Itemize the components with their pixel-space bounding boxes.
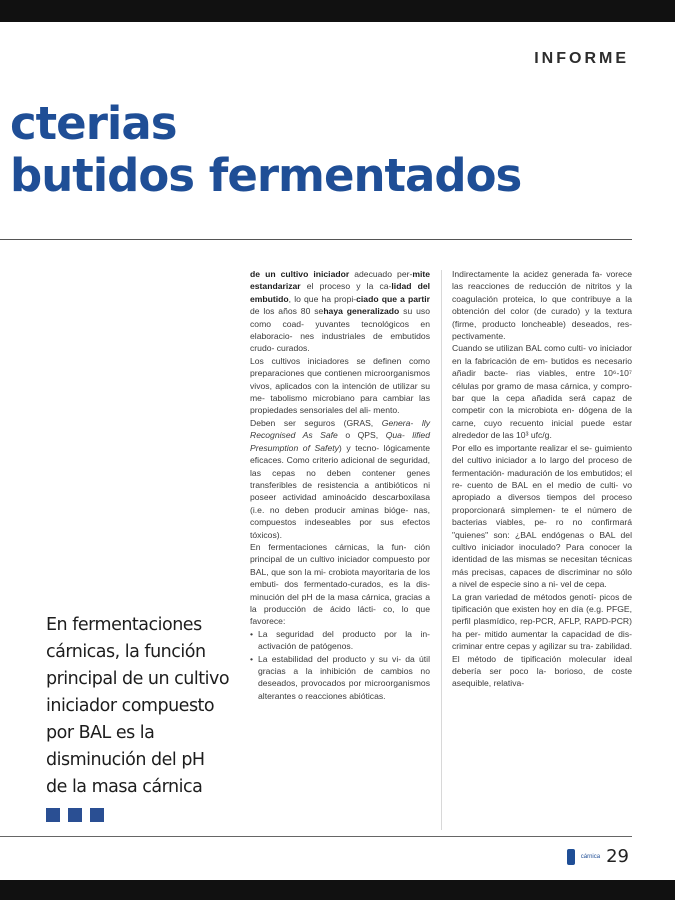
pullquote-line: de la masa cárnica xyxy=(46,777,203,797)
bold-text: haya generalizado xyxy=(323,306,400,317)
pullquote-line: cárnicas, la función xyxy=(46,642,206,662)
paragraph xyxy=(250,268,430,355)
bullet-item: • La estabilidad del producto y su vi- da útil gracias a la inhibición de cambios no deseados, provocados por microorganismos alterantes o reacciones abióticas. xyxy=(258,653,430,703)
magazine-name: cárnica xyxy=(580,853,601,860)
text: ) y tecno- lógicamente eficaces. Como criterio adicional de seguridad, las cepas no deben contener genes transferibles de resistencia a antibióticos ni poseer actividad aminoácido descarboxilasa (i.e. no deben producir aminas bióge- nas, compuestos indeseables por sus efectos tóxicos). xyxy=(250,442,430,540)
text: Deben ser seguros (GRAS, xyxy=(250,417,382,428)
italic-text: Genera- lly Recognised As Safe xyxy=(250,417,430,441)
title-line-2: butidos fermentados xyxy=(10,149,522,202)
magazine-logo-icon xyxy=(567,849,575,865)
top-black-bar xyxy=(0,0,675,22)
title-line-1: cterias xyxy=(10,97,177,150)
bold-text: mite estandarizar xyxy=(250,269,430,292)
decorative-squares xyxy=(46,808,112,827)
italic-text: Qua- lified Presumption of Safety xyxy=(250,430,430,453)
article-column-2 xyxy=(250,268,430,702)
pullquote-line: principal de un cultivo xyxy=(46,669,230,689)
text: su uso como coad- yuvantes tecnológicos en elaboracio- nes industriales de embutidos crudo- curados. xyxy=(250,306,430,354)
bottom-black-bar xyxy=(0,880,675,900)
pullquote-line: por BAL es la xyxy=(46,723,155,743)
section-label: INFORME xyxy=(534,50,629,67)
article-title xyxy=(10,98,521,202)
paragraph xyxy=(250,417,430,541)
square-icon xyxy=(90,808,104,822)
paragraph: Indirectamente la acidez generada fa- vorece las reacciones de reducción de nitritos y la coagulación proteica, lo que contribuye a la obtención del color (de curado) y la textura (firme, producto loncheable) deseados, res- pectivamente. xyxy=(452,269,632,342)
page-number: 29 xyxy=(606,846,629,867)
bold-text: lidad del embutido xyxy=(250,281,431,304)
text: adecuado per- xyxy=(349,269,413,279)
article-column-3 xyxy=(452,268,632,690)
square-icon xyxy=(68,808,82,822)
pullquote xyxy=(46,612,236,801)
bullet-list xyxy=(250,628,430,702)
text: el proceso y la ca- xyxy=(300,281,392,292)
pullquote-line: disminución del pH xyxy=(46,750,205,770)
bold-text: de un cultivo iniciador xyxy=(250,269,350,279)
bullet-item: • La seguridad del producto por la in- activación de patógenos. xyxy=(258,628,430,653)
text: , lo que ha propi- xyxy=(288,293,357,304)
page-footer xyxy=(567,846,629,867)
paragraph: Los cultivos iniciadores se definen como preparaciones que contienen microorganismos vivos, aplicados con la intención de utilizar su me- tabolismo microbiano para cambiar las propiedades sensoriales del ali- mento. xyxy=(250,355,430,416)
pullquote-line: En fermentaciones xyxy=(46,615,202,635)
square-icon xyxy=(46,808,60,822)
column-separator xyxy=(441,270,442,830)
pullquote-line: iniciador compuesto xyxy=(46,696,215,716)
paragraph: En fermentaciones cárnicas, la fun- ción principal de un cultivo iniciador compuesto por BAL, que son la mi- crobiota mayoritaria de los embuti- dos fermentado-curados, es la dis- minución del pH de la masa cárnica, gracias a la producción de ácido lácti- co, lo que favorece: xyxy=(250,541,430,627)
bold-text: ciado que a partir xyxy=(356,293,430,304)
text: o QPS, xyxy=(337,430,386,441)
paragraph: La gran variedad de métodos genotí- picos de tipificación que existen hoy en día (e.g. PFGE, perfil plasmídico, rep-PCR, AFLP, RAPD-PCR) ha per- mitido aumentar la capacidad de dis- criminar entre cepas y agilizar su tra- zabilidad. El método de tipificación molecular ideal debería ser poco la- borioso, de coste asequible, relativa- xyxy=(452,591,632,689)
header-divider xyxy=(0,239,632,240)
paragraph: Cuando se utilizan BAL como culti- vo iniciador en la fabricación de em- butidos es necesario añadir bacte- rias viables, entre 10⁶-10⁷ células por gramo de masa cárnica, y compro- bar que la cepa añadida será capaz de competir con la microbiota en- dógena de la carne, cuyo recuento inicial puede estar alrededor de las 10³ ufc/g. xyxy=(452,343,632,441)
paragraph: Por ello es importante realizar el se- guimiento del cultivo iniciador a lo largo del proceso de fermentación- maduración de los embutidos; el re- cuento de BAL en el medio de culti- vo apropiado a diversos tiempos del proceso proporcionará simplemen- te el número de bacterias viables, pe- ro no confirmará "quienes" son: ¿BAL endógenas o BAL del cultivo iniciador inoculado? Para conocer la identidad de las mismas se necesitan técnicas más precisas, capaces de discriminar no sólo a nivel de especie sino a ni- vel de cepa. xyxy=(452,442,632,590)
text: de los años 80 se xyxy=(250,306,324,317)
footer-divider xyxy=(0,836,632,837)
